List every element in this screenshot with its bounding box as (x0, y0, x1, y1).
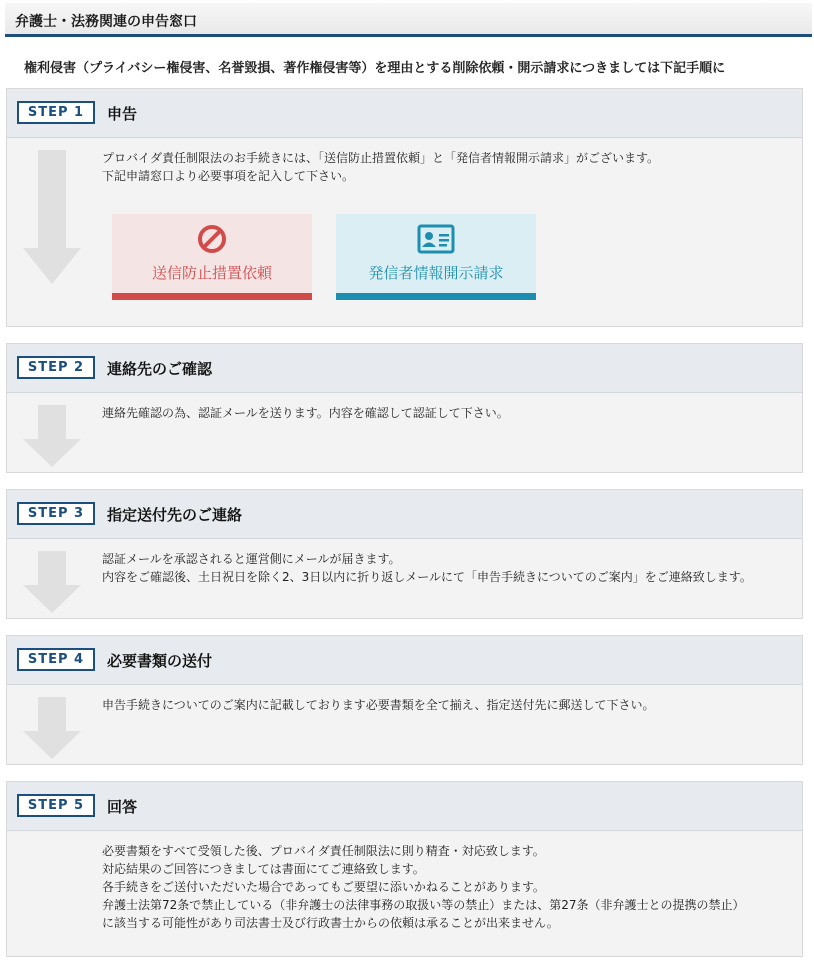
down-arrow-icon (23, 405, 81, 467)
step-badge: STEP 2 (17, 356, 95, 379)
step-text-line: 連絡先確認の為、認証メールを送ります。内容を確認して認証して下さい。 (102, 406, 509, 420)
down-arrow-icon (23, 697, 81, 759)
step-title: 指定送付先のご連絡 (107, 506, 243, 524)
step-text-line: 申告手続きについてのご案内に記載しております必要書類を全て揃え、指定送付先に郵送して下さい。 (102, 698, 655, 712)
step-1-text (102, 149, 659, 185)
id-card-icon (417, 224, 455, 254)
step-2 (6, 343, 803, 473)
step-5-body (7, 831, 802, 957)
disclosure-request-label: 発信者情報開示請求 (368, 264, 504, 282)
step-title: 必要書類の送付 (107, 652, 213, 670)
step-5 (6, 781, 803, 957)
step-2-text (102, 404, 509, 422)
step-badge: STEP 3 (17, 502, 95, 525)
page-title: 弁護士・法務関連の申告窓口 (15, 14, 197, 30)
step-title: 申告 (107, 105, 138, 123)
step-text-line: 認証メールを承認されると運営側にメールが届きます。 (102, 552, 401, 566)
step-1-header (7, 89, 802, 138)
down-arrow-icon (23, 551, 81, 613)
step-text-line: 各手続きをご送付いただいた場合であってもご要望に添いかねることがあります。 (102, 880, 545, 894)
takedown-request-label: 送信防止措置依頼 (151, 264, 272, 282)
step-title: 回答 (107, 798, 138, 816)
step-badge: STEP 4 (17, 648, 95, 671)
step-2-header (7, 344, 802, 393)
step-4-text (102, 696, 654, 714)
step-text-line: プロバイダ責任制限法のお手続きには、「送信防止措置依頼」と「発信者情報開示請求」がございます。 (102, 151, 660, 165)
step-4-body (7, 685, 802, 765)
takedown-request-button[interactable] (112, 214, 312, 300)
prohibit-icon (197, 224, 227, 254)
step-3 (6, 489, 803, 619)
page-header (5, 3, 812, 37)
step-text-line: に該当する可能性があり司法書士及び行政書士からの依頼は承ることが出来ません。 (102, 916, 559, 930)
step-text-line: 弁護士法第72条で禁止している（非弁護士の法律事務の取扱い等の禁止）または、第27条（非弁護士との提携の禁止） (102, 898, 745, 912)
step-text-line: 対応結果のご回答につきましては書面にてご連絡致します。 (102, 862, 425, 876)
step-badge: STEP 1 (17, 101, 95, 124)
step-title: 連絡先のご確認 (107, 360, 213, 378)
step-1-body (7, 138, 802, 327)
intro-text: 権利侵害（プライバシー権侵害、名誉毀損、著作権侵害等）を理由とする削除依頼・開示請求につきましては下記手順に (24, 61, 726, 76)
step-3-text (102, 550, 752, 586)
step-text-line: 内容をご確認後、土日祝日を除く2、3日以内に折り返しメールにて「申告手続きについてのご案内」をご連絡致します。 (102, 570, 752, 584)
step-5-header (7, 782, 802, 831)
step-4 (6, 635, 803, 765)
step-4-header (7, 636, 802, 685)
step-3-body (7, 539, 802, 619)
step-badge: STEP 5 (17, 794, 95, 817)
step-text-line: 必要書類をすべて受領した後、プロバイダ責任制限法に則り精査・対応致します。 (102, 844, 545, 858)
step-1 (6, 88, 803, 327)
down-arrow-icon (23, 150, 81, 284)
step-text-line: 下記申請窓口より必要事項を記入して下さい。 (102, 169, 355, 183)
disclosure-request-button[interactable] (336, 214, 536, 300)
step-3-header (7, 490, 802, 539)
step-2-body (7, 393, 802, 473)
step-5-text (102, 842, 745, 932)
